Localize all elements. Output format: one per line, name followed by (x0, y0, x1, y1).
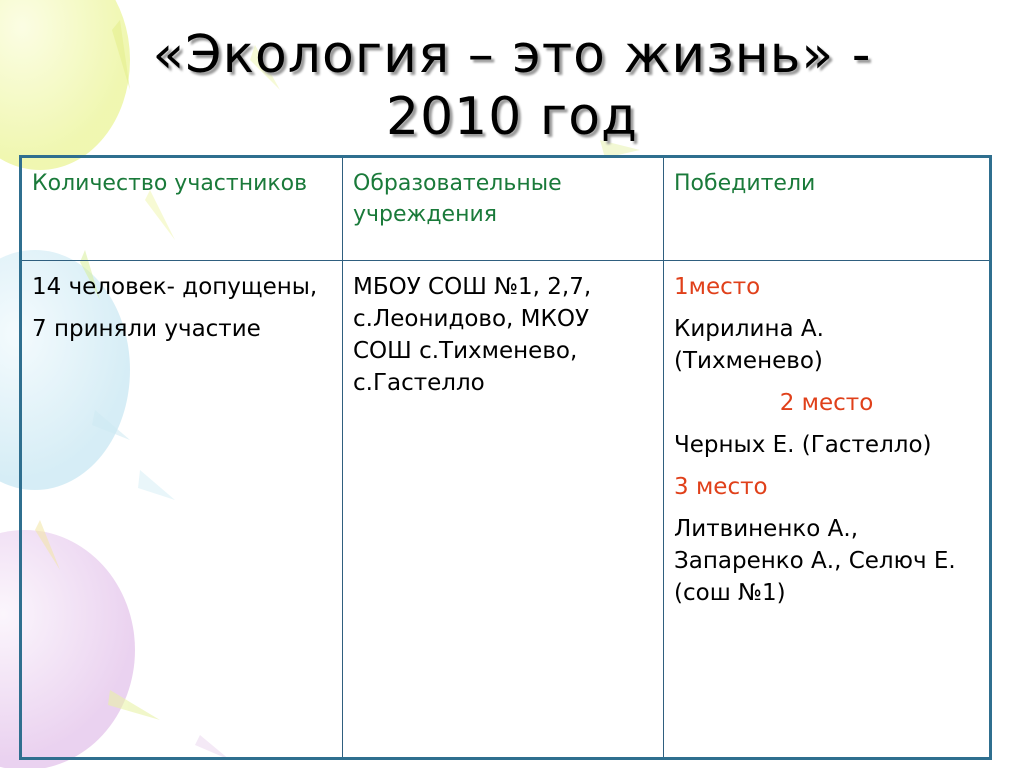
title-line-1: «Экология – это жизнь» - (152, 25, 872, 85)
header-winners: Победители (664, 157, 991, 261)
header-participants-count: Количество участников (21, 157, 343, 261)
participants-admitted: 14 человек- допущены, (32, 274, 318, 300)
header-institutions: Образовательные учреждения (343, 157, 664, 261)
table-header-row (21, 157, 991, 261)
participants-took-part: 7 приняли участие (32, 316, 261, 342)
second-place-names: Черных Е. (Гастелло) (674, 432, 932, 458)
cell-winners (664, 261, 991, 759)
cell-participants (21, 261, 343, 759)
results-table (19, 155, 992, 760)
first-place-label: 1место (674, 274, 761, 300)
institutions-text: МБОУ СОШ №1, 2,7, с.Леонидово, МКОУ СОШ с.Тихменево, с.Гастелло (353, 274, 592, 396)
second-place-label: 2 место (779, 390, 874, 416)
third-place-label: 3 место (674, 474, 768, 500)
table-row (21, 261, 991, 759)
slide-title (0, 24, 1024, 148)
first-place-names: Кирилина А. (Тихменево) (674, 316, 824, 374)
cell-institutions (343, 261, 664, 759)
title-line-2: 2010 год (386, 87, 638, 147)
third-place-names: Литвиненко А., Запаренко А., Селюч Е. (сош №1) (674, 516, 956, 606)
